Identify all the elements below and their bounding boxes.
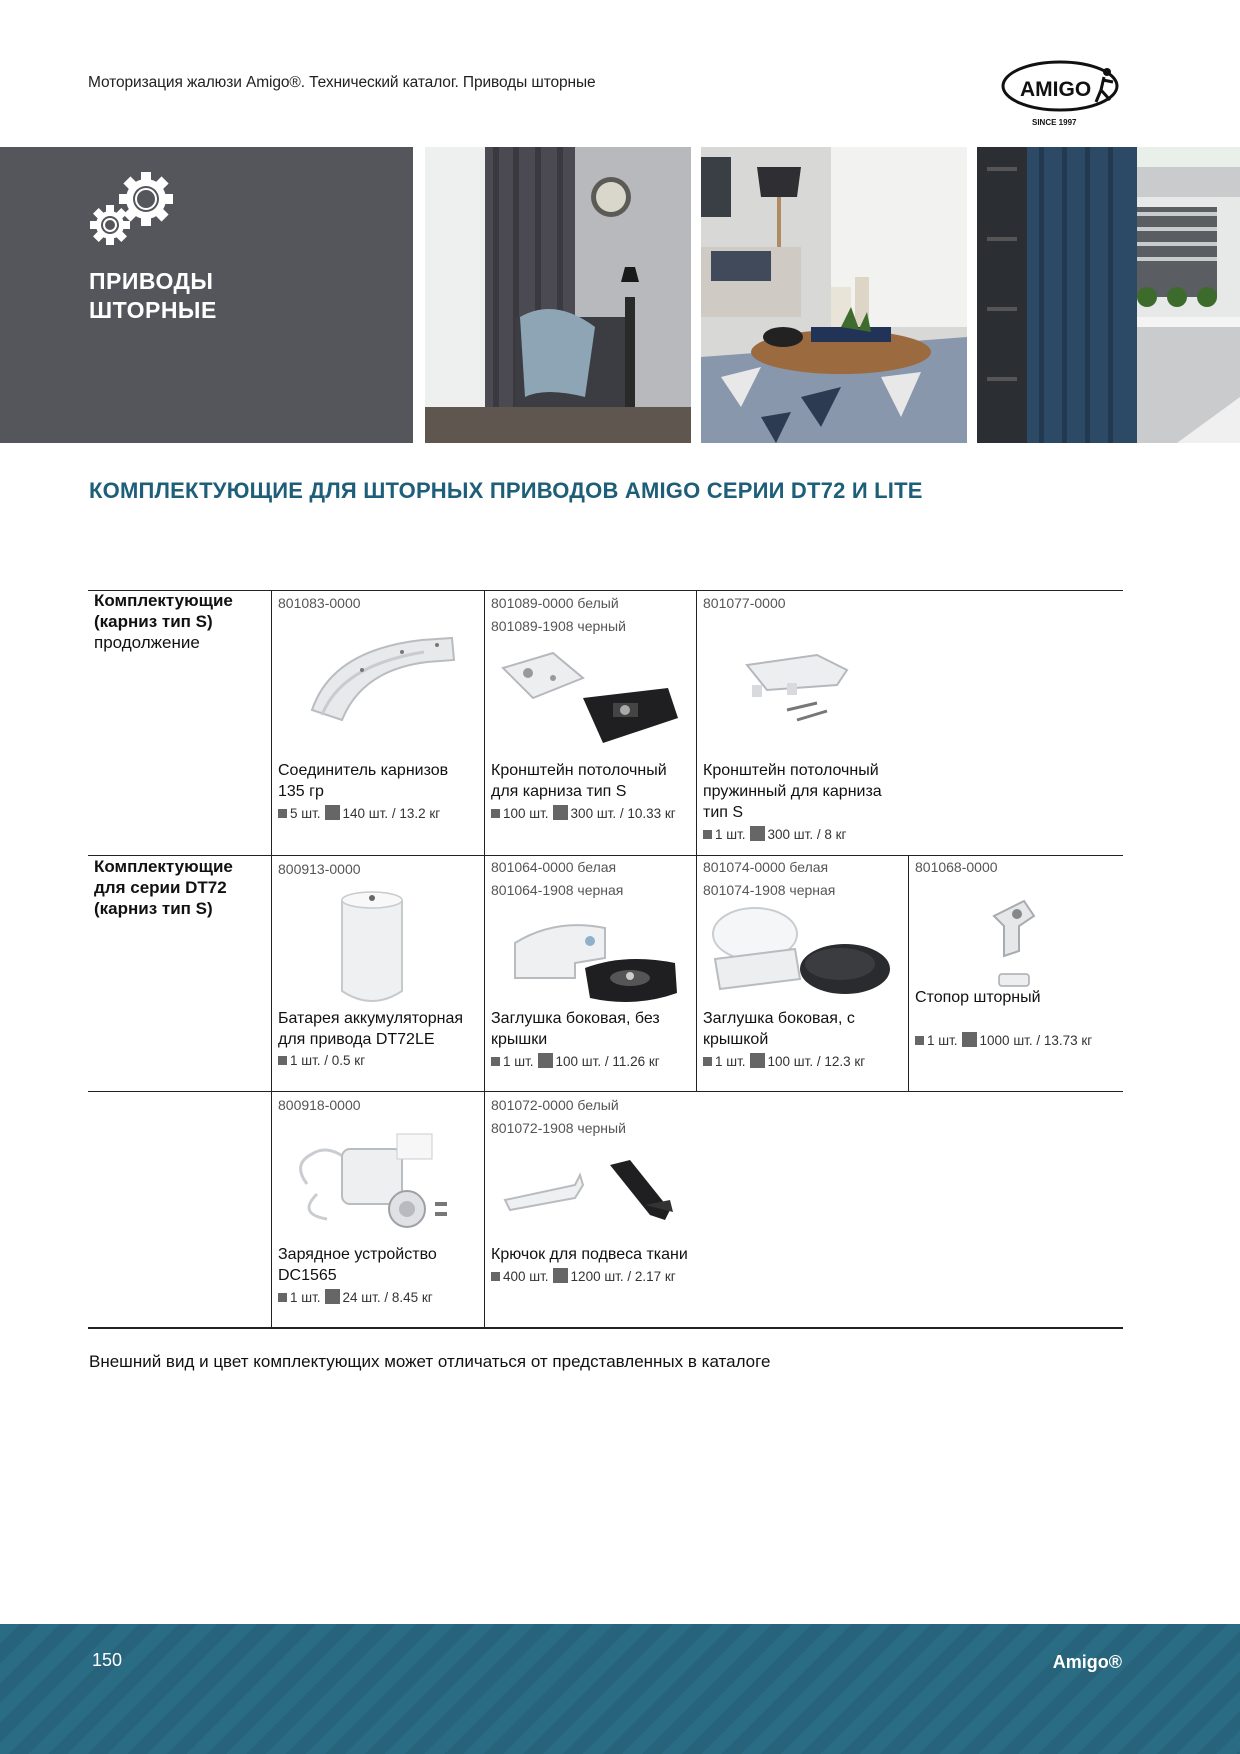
banner-title-line1: ПРИВОДЫ: [89, 268, 214, 294]
qty-small: 1 шт.: [927, 1033, 958, 1048]
small-pack-icon: [915, 1036, 924, 1045]
packaging-info: [491, 805, 676, 821]
ceiling-bracket-image: [493, 648, 688, 748]
product-code-alt: 801064-1908 черная: [491, 882, 624, 898]
product-cell: [485, 1092, 696, 1327]
small-pack-icon: [278, 1056, 287, 1065]
amigo-logo: [1000, 58, 1128, 130]
qty-large: 1200 шт. / 2.17 кг: [570, 1269, 676, 1284]
charger-image: [287, 1124, 462, 1234]
battery-image: [332, 886, 412, 1011]
small-pack-icon: [278, 809, 287, 818]
large-pack-icon: [750, 1053, 765, 1068]
product-cell: [272, 856, 484, 1091]
packaging-info: [491, 1268, 676, 1284]
product-name: Стопор шторный: [915, 989, 1041, 1006]
qty-small: 400 шт.: [503, 1269, 549, 1284]
product-code-alt: 801072-1908 черный: [491, 1120, 626, 1136]
row-label-title: Комплектующие (карниз тип S): [94, 591, 233, 631]
product-code: 801083-0000: [278, 595, 361, 611]
gears-icon: [90, 167, 180, 249]
row-label-note: продолжение: [94, 633, 200, 652]
footnote: Внешний вид и цвет комплектующих может отличаться от представленных в каталоге: [89, 1352, 771, 1371]
banner-title-line2: ШТОРНЫЕ: [89, 297, 217, 323]
interior-photo-armchair: [425, 147, 691, 443]
interior-photo-living-room: [701, 147, 967, 443]
qty-large: 300 шт. / 8 кг: [767, 827, 847, 842]
product-code: 800918-0000: [278, 1097, 361, 1113]
qty-large: 24 шт. / 8.45 кг: [342, 1290, 433, 1305]
packaging-info: [278, 1289, 433, 1305]
packaging-info: [915, 1032, 1092, 1048]
product-code: 801072-0000 белый: [491, 1097, 619, 1113]
eave-connector-image: [302, 630, 462, 730]
product-cell: [697, 590, 908, 855]
row-label: [94, 856, 244, 919]
product-code-alt: 801074-1908 черная: [703, 882, 836, 898]
spring-ceiling-bracket-image: [737, 645, 867, 725]
table-rule-bottom: [88, 1327, 1123, 1329]
section-title: КОМПЛЕКТУЮЩИЕ ДЛЯ ШТОРНЫХ ПРИВОДОВ AMIGO СЕРИИ DT72 И LITE: [89, 478, 923, 503]
small-pack-icon: [703, 830, 712, 839]
page-footer: [0, 1624, 1240, 1754]
qty-large: 100 шт. / 11.26 кг: [555, 1054, 660, 1069]
product-cell: [909, 856, 1123, 1091]
product-cell: [272, 1092, 484, 1327]
end-cap-with-cover-image: [705, 904, 900, 1009]
qty-large: 1000 шт. / 13.73 кг: [979, 1033, 1093, 1048]
product-name: Кронштейн потолочный для карниза тип S: [491, 762, 667, 800]
fabric-hook-image: [495, 1160, 690, 1230]
product-name: Соединитель карнизов 135 гр: [278, 762, 449, 800]
product-name: Заглушка боковая, с крышкой: [703, 1010, 855, 1048]
small-pack-icon: [278, 1293, 287, 1302]
product-code: 801068-0000: [915, 859, 998, 875]
product-name: Батарея аккумуляторная для привода DT72LE: [278, 1010, 464, 1048]
small-pack-icon: [491, 1272, 500, 1281]
qty-small: 1 шт.: [503, 1054, 534, 1069]
banner-title: [89, 267, 217, 325]
product-name: Кронштейн потолочный пружинный для карниза тип S: [703, 762, 882, 821]
small-pack-icon: [703, 1057, 712, 1066]
running-header: Моторизация жалюзи Amigo®. Технический каталог. Приводы шторные: [88, 74, 596, 91]
qty-small: 100 шт.: [503, 806, 549, 821]
qty-small: 1 шт.: [290, 1290, 321, 1305]
packaging-info: [278, 1053, 365, 1068]
product-cell: [272, 590, 484, 855]
qty-small: 1 шт. / 0.5 кг: [290, 1053, 366, 1068]
large-pack-icon: [553, 805, 568, 820]
qty-large: 300 шт. / 10.33 кг: [570, 806, 676, 821]
banner-title-panel: [0, 147, 413, 443]
product-cell: [485, 590, 696, 855]
packaging-info: [703, 826, 846, 842]
packaging-info: [703, 1053, 865, 1069]
product-name: Крючок для подвеса ткани: [491, 1246, 688, 1263]
page-number: 150: [92, 1650, 123, 1670]
qty-large: 100 шт. / 12.3 кг: [767, 1054, 866, 1069]
product-name: Заглушка боковая, без крышки: [491, 1010, 660, 1048]
small-pack-icon: [491, 1057, 500, 1066]
footer-brand: Amigo®: [1052, 1652, 1122, 1672]
product-code: 801077-0000: [703, 595, 786, 611]
large-pack-icon: [553, 1268, 568, 1283]
interior-photo-blue-curtains: [977, 147, 1240, 443]
large-pack-icon: [750, 826, 765, 841]
product-cell: [485, 856, 696, 1091]
curtain-stopper-image: [979, 896, 1049, 996]
end-cap-no-cover-image: [505, 908, 685, 1008]
qty-small: 1 шт.: [715, 827, 746, 842]
row-label-title: Комплектующие для серии DT72 (карниз тип S): [94, 857, 233, 918]
packaging-info: [491, 1053, 660, 1069]
product-code-alt: 801089-1908 черный: [491, 618, 626, 634]
packaging-info: [278, 805, 440, 821]
hero-banner: [0, 147, 1240, 443]
svg-text:AMIGO: AMIGO: [1020, 78, 1092, 101]
large-pack-icon: [325, 1289, 340, 1304]
large-pack-icon: [538, 1053, 553, 1068]
svg-text:SINCE 1997: SINCE 1997: [1032, 118, 1077, 127]
qty-large: 140 шт. / 13.2 кг: [342, 806, 441, 821]
product-code: 800913-0000: [278, 861, 361, 877]
product-cell: [697, 856, 908, 1091]
product-name: Зарядное устройство DC1565: [278, 1246, 437, 1284]
large-pack-icon: [325, 805, 340, 820]
small-pack-icon: [491, 809, 500, 818]
product-code: 801089-0000 белый: [491, 595, 619, 611]
row-label: [94, 590, 244, 653]
qty-small: 5 шт.: [290, 806, 321, 821]
large-pack-icon: [962, 1032, 977, 1047]
accessories-table: [88, 590, 1123, 1328]
product-code: 801064-0000 белая: [491, 859, 617, 875]
product-code: 801074-0000 белая: [703, 859, 829, 875]
qty-small: 1 шт.: [715, 1054, 746, 1069]
